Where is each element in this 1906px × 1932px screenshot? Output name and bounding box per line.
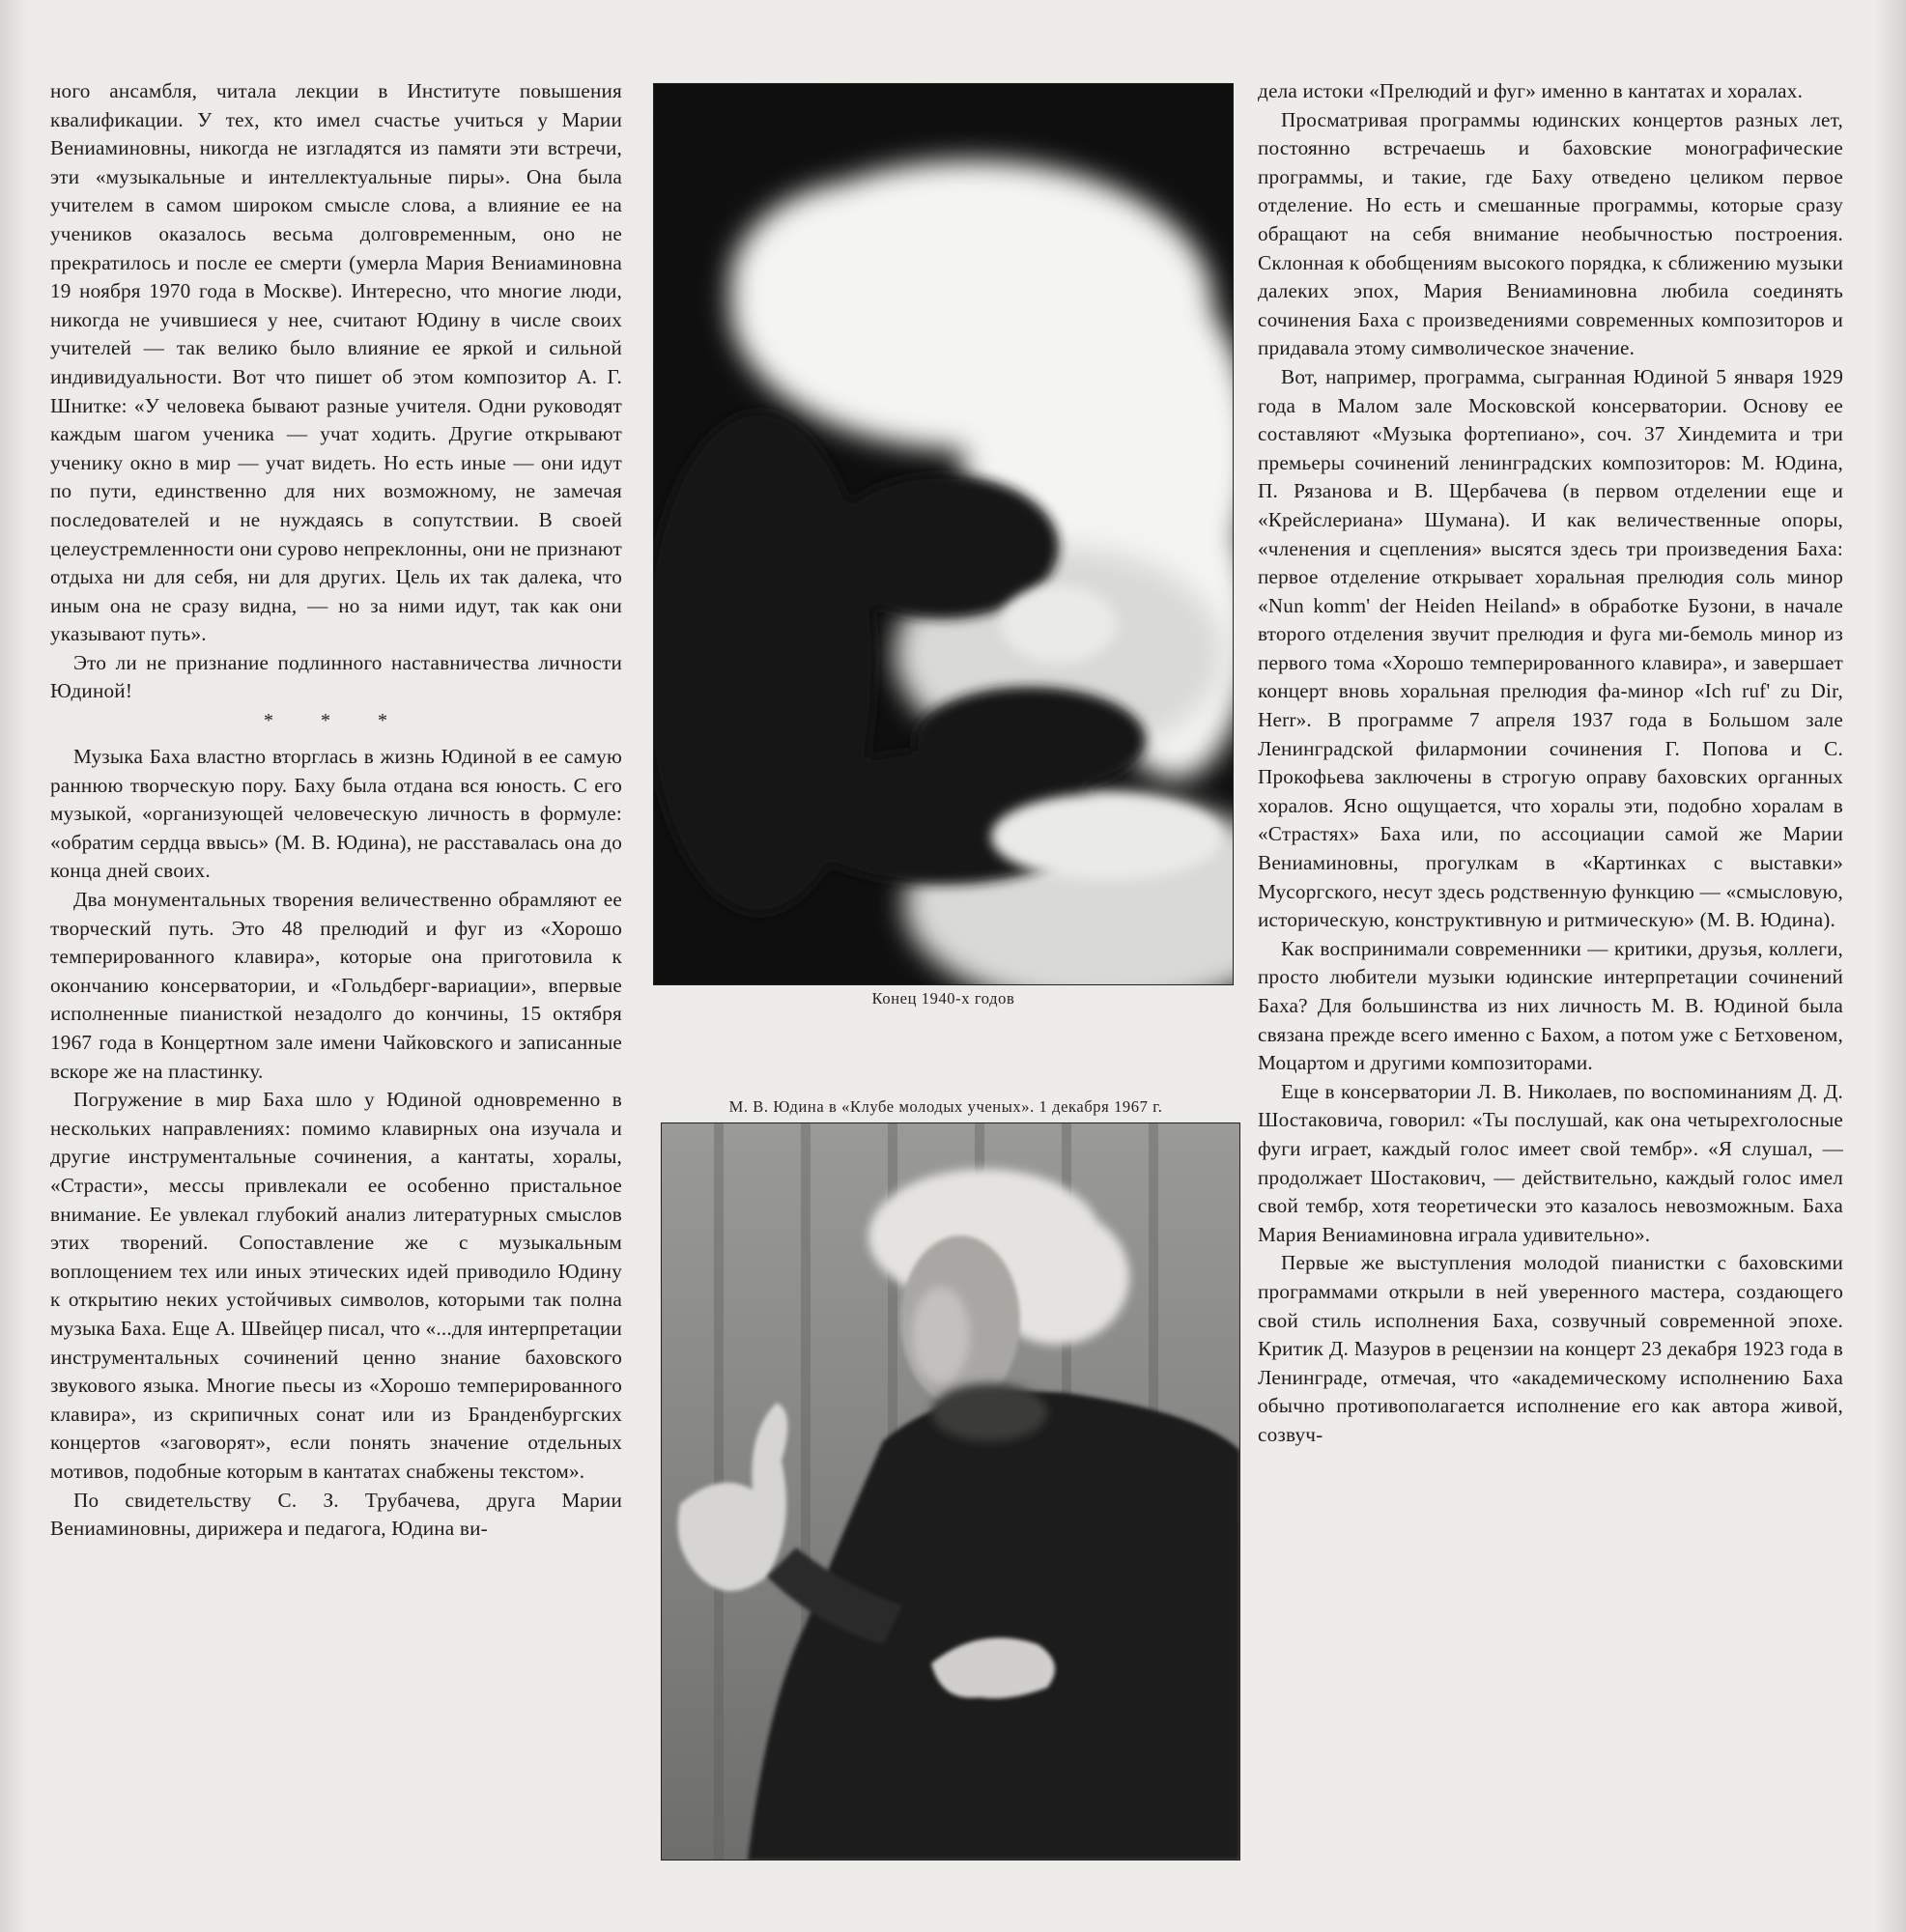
- paragraph: Просматривая программы юдинских концертов разных лет, постоянно встречаешь и баховские монографические программы, и такие, где Баху отведено целиком первое отделение. Но есть и смешанные программы, которые сразу обращают на себя внимание необычностью построения. Склонная к обобщениям высокого порядка, к сближению музыки далеких эпох, Мария Вениаминовна любила соединять сочинения Баха с произведениями современных композиторов и придавала этому символическое значение.: [1258, 107, 1843, 360]
- paragraph: Первые же выступления молодой пианистки с баховскими программами открыли в ней уверенного мастера, создающего свой стиль исполнения Баха, созвучный современной эпохе. Критик Д. Мазуров в рецензии на концерт 23 декабря 1923 года в Ленинграде, отмечая, что «академическому исполнению Баха обычно противополагается исполнение его как автора живой, созвуч-: [1258, 1251, 1843, 1446]
- paragraph: Вот, например, программа, сыгранная Юдиной 5 января 1929 года в Малом зале Московской консерватории. Основу ее составляют «Музыка фортепиано», соч. 37 Хиндемита и три премьеры сочинений ленинградских композиторов: М. Юдина, П. Рязанова и В. Щербачева (в первом отделении еще и «Крейслериана» Шумана). И как величественные опоры, «членения и сцепления» высятся здесь три произведения Баха: первое отделение открывает хоральная прелюдия соль минор «Nun komm' der Heiden Heiland» в обработке Бузони, в начале второго отделения звучит прелюдия и фуга ми-бемоль минор из первого тома «Хорошо темперированного клавира», и завершает концерт вновь хоральная прелюдия фа-минор «Ich ruf' zu Dir, Herr». В программе 7 апреля 1937 года в Большом зале Ленинградской филармонии сочинения Г. Попова и С. Прокофьева заключены в строгую оправу баховских органных хоралов. Ясно ощущается, что хоралы эти, подобно хоралам в «Страстях» Баха или, по ассоциации самой же Марии Вениаминовны, прогулкам в «Картинках с выставки» Мусоргского, несут здесь родственную функцию — «смысловую, историческую, конструктивную и ритмическую» (М. В. Юдина).: [1258, 364, 1843, 932]
- left-text-column: [50, 77, 622, 1544]
- paragraph: Музыка Баха властно вторглась в жизнь Юдиной в ее самую раннюю творческую пору. Баху была отдана вся юность. С его музыкой, «организующей человеческую личность в формуле: «обратим сердца ввысь» (М. В. Юдина), не расставалась она до конца дней своих.: [50, 745, 622, 883]
- photo-caption: Конец 1940-х годов: [871, 989, 1015, 1008]
- portrait-photo-gesture: [661, 1122, 1240, 1861]
- paragraph: Как воспринимали современники — критики, друзья, коллеги, просто любители музыки юдинские интерпретации сочинений Баха? Для большинства из них личность М. В. Юдиной была связана прежде всего именно с Бахом, а потом уже с Бетховеном, Моцартом и другими композиторами.: [1258, 936, 1843, 1075]
- paragraph: дела истоки «Прелюдий и фуг» именно в кантатах и хоралах.: [1258, 79, 1804, 102]
- photo-caption: М. В. Юдина в «Клубе молодых ученых». 1 декабря 1967 г.: [728, 1097, 1163, 1116]
- section-separator: * * *: [264, 710, 409, 732]
- paragraph: Еще в консерватории Л. В. Николаев, по воспоминаниям Д. Д. Шостаковича, говорил: «Ты послушай, как она четырехголосные фуги играет, каждый голос имеет свой тембр». «Я слушал, — продолжает Шостакович, — действительно, каждый голос имел свой тембр, хотя теоретически это казалось невозможным. Баха Мария Вениаминовна играла удивительно».: [1258, 1079, 1843, 1246]
- paragraph: Два монументальных творения величественно обрамляют ее творческий путь. Это 48 прелюдий и фуг из «Хорошо темперированного клавира», которые она приготовила к окончанию консерватории, и «Гольдберг-вариации», впервые исполненные пианисткой незадолго до кончины, 15 октября 1967 года в Концертном зале имени Чайковского и записанные вскоре же на пластинку.: [50, 888, 622, 1083]
- portrait-photo-closeup: [653, 83, 1234, 985]
- paragraph: Погружение в мир Баха шло у Юдиной одновременно в нескольких направлениях: помимо клавирных она изучала и другие инструментальные сочинения, а кантаты, хоралы, «Страсти», мессы привлекали ее особенно пристальное внимание. Ее увлекал глубокий анализ литературных смыслов этих творений. Сопоставление же с музыкальным воплощением тех или иных этических идей приводило Юдину к открытию неких устойчивых символов, которыми так полна музыка Баха. Еще А. Швейцер писал, что «...для интерпретации инструментальных сочинений ценно знание баховского звукового языка. Многие пьесы из «Хорошо темперированного клавира», из скрипичных сонат или из Бранденбургских концертов «заговорят», если понять значение отдельных мотивов, подобные которым в кантатах снабжены текстом».: [50, 1088, 622, 1483]
- paragraph: По свидетельству С. З. Трубачева, друга Марии Вениаминовны, дирижера и педагога, Юдина ви-: [50, 1488, 622, 1541]
- right-text-column: [1258, 77, 1843, 1450]
- paragraph: ного ансамбля, читала лекции в Институте повышения квалификации. У тех, кто имел счастье учиться у Марии Вениаминовны, никогда не изгладятся из памяти эти встречи, эти «музыкальные и интеллектуальные пиры». Она была учителем в самом широком смысле слова, а влияние ее на учеников оказалось весьма долговременным, оно не прекратилось и после ее смерти (умерла Мария Вениаминовна 19 ноября 1970 года в Москве). Интересно, что многие люди, никогда не учившиеся у нее, считают Юдину в числе своих учителей — так велико было влияние ее яркой и сильной индивидуальности. Вот что пишет об этом композитор А. Г. Шнитке: «У человека бывают разные учителя. Одни руководят каждым шагом ученика — учат ходить. Другие открывают ученику окно в мир — учат видеть. Но есть иные — они идут по пути, единственно для них возможному, не замечая последователей и не нуждаясь в сопутствии. В своей целеустремленности они сурово непреклонны, они не признают отдыха ни для себя, ни для других. Цель их так далека, что иным она не сразу видна, — но за ними идут, так как они указывают путь».: [50, 79, 622, 646]
- paragraph: Это ли не признание подлинного наставничества личности Юдиной!: [50, 650, 622, 703]
